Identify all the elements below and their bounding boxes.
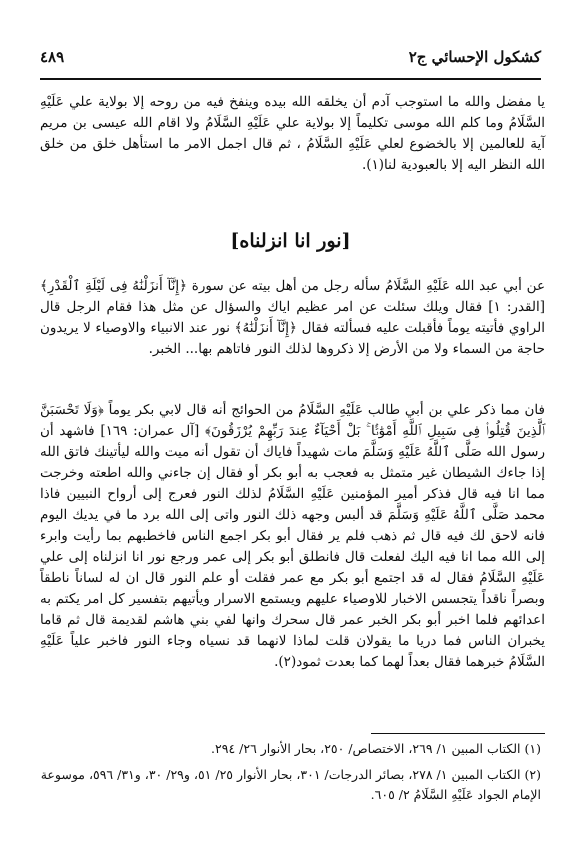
paragraph-mufaddal: يا مفضل والله ما استوجب آدم أن يخلقه الله بيده وينفخ فيه من روحه إلا بولاية علي عَلَيْهِ السَّلَامُ وما كلم الله موسى تكليماً إلا بولاية علي عَلَيْهِ السَّلَامُ ولا اقام الله عيسى بن مريم آية للعالمين إلا بالخضوع لعلي عَلَيْهِ السَّلَامُ ، ثم قال اجمل الامر ما استأهل خلق من خلق الله النظر اليه إلا بالعبودية لنا(١). xyxy=(40,94,545,173)
footnote-rule xyxy=(371,733,545,734)
running-header xyxy=(40,44,541,74)
section-heading: [نور انا انزلناه] xyxy=(230,230,351,252)
paragraph-hawaij: فان مما ذكر علي بن أبي طالب عَلَيْهِ السَّلَامُ من الحوائج أنه قال لابي بكر يوماً ﴿وَلَا تَحْسَبَنَّ ٱلَّذِينَ قُتِلُوا۟ فِى سَبِيلِ ٱللَّهِ أَمْوَٰتًۢا ۚ بَلْ أَحْيَآءٌ عِندَ رَبِّهِمْ يُرْزَقُونَ﴾ [آل عمران: ١٦٩] فاشهد أن رسول الله صَلَّى ٱللَّهُ عَلَيْهِ وَسَلَّمَ مات شهيداً فاياك أن تقول أنه ميت والله ليأتينك فاتق الله إذا جاءك الشيطان غير متمثل به فعجب به أبو بكر أو فقال إن جاءني والله اطعته وخرجت مما انا فيه قال فذكر أمير المؤمنين عَلَيْهِ السَّلَامُ لذلك النور فعرج إلى أرواح النبيين فاذا محمد صَلَّى ٱللَّهُ عَلَيْهِ وَسَلَّمَ قد ألبس وجهه ذلك النور واتى إلى الله برد ما في يديك اليوم فانه لاحق لك فيه قال ثم ذهب فلم ير فقال أبو بكر اجمع الناس فاخطبهم بما رأيت وابرء إلى الله مما انا فيه اليك لفعلت قال فانطلق أبو بكر إلى عمر ورجع نور انا انزلناه إلى علي عَلَيْهِ السَّلَامُ فقال له قد اجتمع أبو بكر مع عمر فقلت أو علم النور قال ان له لساناً ناطقاً وبصراً ناقداً يتجسس الاخبار للاوصياء عليهم ويستمع الاسرار ويأتيهم بتفسير كل امر يكتم به اعدائهم فلما اخبر أبو بكر الخبر عمر قال سحرك وانها لفي بني هاشم لقديمة قال ثم قاما يخبران الناس فما دريا ما يقولان قلت لماذا لانهما قد نسياه وجاء النور فاخبر علياً عَلَيْهِ السَّلَامُ خبرهما فقال بعداً لهما كما بعدت ثمود(٢). xyxy=(40,402,545,670)
paragraph-surah-qadr: عن أبي عبد الله عَلَيْهِ السَّلَامُ سأله رجل من أهل بيته عن سورة ﴿إِنَّآ أَنزَلْنَٰهُ فِى لَيْلَةِ ٱلْقَدْرِ﴾ [القدر: ١] فقال ويلك سئلت عن امر عظيم اياك والسؤال عن مثل هذا فقام الرجل قال الراوي فأتيته يوماً فأقبلت عليه فسألته فقال ﴿إِنَّآ أَنزَلْنَٰهُ﴾ نور عند الانبياء والاوصياء لا يريدون حاجة من السماء ولا من الأرض إلا ذكروها لذلك النور فاتاهم بها... الخبر. xyxy=(40,278,545,357)
footnote-1: (١) الكتاب المبين ١/ ٢٦٩، الاختصاص/ ٢٥٠، بحار الأنوار ٢٦/ ٢٩٤. xyxy=(211,741,541,756)
header-rule xyxy=(40,78,541,80)
footnote-2: (٢) الكتاب المبين ١/ ٢٧٨، بصائر الدرجات/ ٣٠١، بحار الأنوار ٢٥/ ٥١، و٢٩/ ٣٠، و٣١/ ٥٩٦، موسوعة الإمام الجواد عَلَيْهِ السَّلَامُ ٢/ ٦٠٥. xyxy=(40,767,541,802)
running-title: كشكول الإحسائي ج٢ xyxy=(408,48,541,66)
page-number: ٤٨٩ xyxy=(40,48,65,66)
